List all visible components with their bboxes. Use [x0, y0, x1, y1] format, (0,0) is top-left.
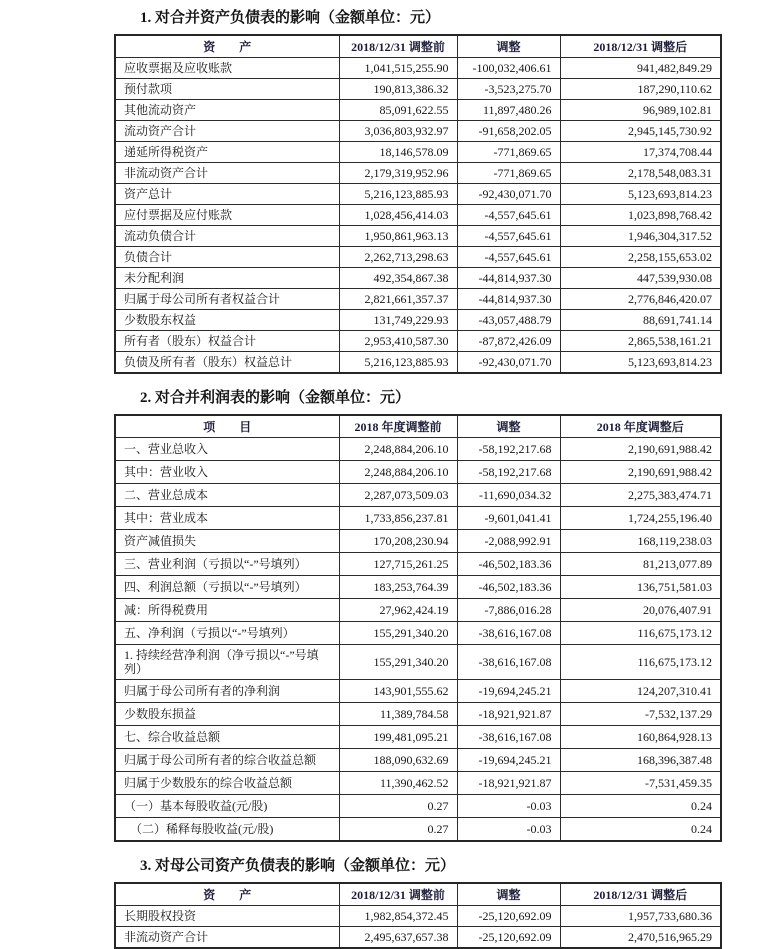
row-label: 一、营业总收入 [115, 438, 339, 461]
row-label: 减：所得税费用 [115, 599, 339, 622]
row-label: 七、综合收益总额 [115, 726, 339, 749]
table-row [115, 352, 721, 374]
table-row [115, 645, 721, 680]
value-cell: -4,557,645.61 [457, 247, 560, 268]
row-label: 递延所得税资产 [115, 142, 339, 163]
value-cell: -7,532,137.29 [560, 703, 721, 726]
consolidated-income-statement-table [114, 414, 722, 842]
value-cell: 131,749,229.93 [339, 310, 457, 331]
value-cell: 5,216,123,885.93 [339, 184, 457, 205]
value-cell: 11,390,462.52 [339, 772, 457, 795]
column-header: 调整 [457, 415, 560, 438]
value-cell: 447,539,930.08 [560, 268, 721, 289]
value-cell: 155,291,340.20 [339, 622, 457, 645]
value-cell: 1,950,861,963.13 [339, 226, 457, 247]
value-cell: 1,028,456,414.03 [339, 205, 457, 226]
table-row [115, 331, 721, 352]
value-cell: -38,616,167.08 [457, 645, 560, 680]
section-title: 3. 对母公司资产负债表的影响（金额单位：元） [140, 858, 456, 874]
value-cell: 3,036,803,932.97 [339, 121, 457, 142]
value-cell: 143,901,555.62 [339, 680, 457, 703]
parent-balance-sheet-table [114, 882, 722, 949]
value-cell: 188,090,632.69 [339, 749, 457, 772]
section-title: 1. 对合并资产负债表的影响（金额单位：元） [140, 10, 441, 26]
table-row [115, 100, 721, 121]
financial-report-page [0, 8, 784, 944]
value-cell: 2,287,073,509.03 [339, 484, 457, 507]
row-label: 非流动资产合计 [115, 163, 339, 184]
value-cell: -7,886,016.28 [457, 599, 560, 622]
value-cell: -92,430,071.70 [457, 184, 560, 205]
section-parent-balance-sheet [0, 856, 784, 949]
value-cell: 2,275,383,474.71 [560, 484, 721, 507]
row-label: 应收票据及应收账款 [115, 58, 339, 79]
value-cell: -46,502,183.36 [457, 576, 560, 599]
value-cell: 0.24 [560, 818, 721, 842]
table-row [115, 818, 721, 842]
table-row [115, 79, 721, 100]
value-cell: -18,921,921.87 [457, 772, 560, 795]
value-cell: 2,495,637,657.38 [339, 927, 457, 949]
row-label: （一）基本每股收益(元/股) [115, 795, 339, 818]
row-label: 其中：营业成本 [115, 507, 339, 530]
row-label: 其他流动资产 [115, 100, 339, 121]
table-row [115, 184, 721, 205]
table-row [115, 121, 721, 142]
table-row [115, 772, 721, 795]
value-cell: 2,262,713,298.63 [339, 247, 457, 268]
column-header: 资 产 [115, 35, 339, 58]
table-row [115, 530, 721, 553]
table-row [115, 576, 721, 599]
row-label: 二、营业总成本 [115, 484, 339, 507]
value-cell: 1,041,515,255.90 [339, 58, 457, 79]
value-cell: -11,690,034.32 [457, 484, 560, 507]
table-row [115, 507, 721, 530]
row-label: 未分配利润 [115, 268, 339, 289]
value-cell: -19,694,245.21 [457, 680, 560, 703]
row-label: 应付票据及应付账款 [115, 205, 339, 226]
table-row [115, 680, 721, 703]
value-cell: 199,481,095.21 [339, 726, 457, 749]
table-row [115, 438, 721, 461]
row-label: 资产减值损失 [115, 530, 339, 553]
value-cell: 0.27 [339, 818, 457, 842]
value-cell: 116,675,173.12 [560, 622, 721, 645]
value-cell: 1,957,733,680.36 [560, 906, 721, 927]
value-cell: -58,192,217.68 [457, 461, 560, 484]
value-cell: -38,616,167.08 [457, 726, 560, 749]
value-cell: 88,691,741.14 [560, 310, 721, 331]
value-cell: 2,248,884,206.10 [339, 461, 457, 484]
row-label: 所有者（股东）权益合计 [115, 331, 339, 352]
value-cell: 2,190,691,988.42 [560, 438, 721, 461]
value-cell: 941,482,849.29 [560, 58, 721, 79]
row-label: 归属于母公司所有者的净利润 [115, 680, 339, 703]
value-cell: 168,119,238.03 [560, 530, 721, 553]
value-cell: 20,076,407.91 [560, 599, 721, 622]
table-row [115, 247, 721, 268]
table-row [115, 226, 721, 247]
section-consolidated-income-statement [0, 388, 784, 842]
column-header: 资 产 [115, 883, 339, 906]
table-row [115, 599, 721, 622]
header-row [115, 35, 721, 58]
value-cell: -3,523,275.70 [457, 79, 560, 100]
table-row [115, 906, 721, 927]
column-header: 调整 [457, 883, 560, 906]
row-label: 少数股东损益 [115, 703, 339, 726]
value-cell: -2,088,992.91 [457, 530, 560, 553]
value-cell: 27,962,424.19 [339, 599, 457, 622]
value-cell: 2,179,319,952.96 [339, 163, 457, 184]
value-cell: -91,658,202.05 [457, 121, 560, 142]
value-cell: 1,023,898,768.42 [560, 205, 721, 226]
column-header: 2018/12/31 调整前 [339, 883, 457, 906]
value-cell: -25,120,692.09 [457, 927, 560, 949]
value-cell: 85,091,622.55 [339, 100, 457, 121]
row-label: 归属于母公司所有者权益合计 [115, 289, 339, 310]
column-header: 2018/12/31 调整后 [560, 35, 721, 58]
row-label: 流动负债合计 [115, 226, 339, 247]
value-cell: 11,389,784.58 [339, 703, 457, 726]
value-cell: 96,989,102.81 [560, 100, 721, 121]
value-cell: -18,921,921.87 [457, 703, 560, 726]
value-cell: 2,470,516,965.29 [560, 927, 721, 949]
value-cell: 5,123,693,814.23 [560, 352, 721, 374]
consolidated-balance-sheet-table [114, 34, 722, 374]
value-cell: 2,945,145,730.92 [560, 121, 721, 142]
value-cell: -19,694,245.21 [457, 749, 560, 772]
table-row [115, 142, 721, 163]
table-row [115, 58, 721, 79]
value-cell: 2,776,846,420.07 [560, 289, 721, 310]
row-label: 五、净利润（亏损以“-”号填列） [115, 622, 339, 645]
value-cell: 160,864,928.13 [560, 726, 721, 749]
row-label: 负债及所有者（股东）权益总计 [115, 352, 339, 374]
value-cell: 2,258,155,653.02 [560, 247, 721, 268]
value-cell: 0.27 [339, 795, 457, 818]
row-label: 四、利润总额（亏损以“-”号填列） [115, 576, 339, 599]
value-cell: 116,675,173.12 [560, 645, 721, 680]
column-header: 2018 年度调整后 [560, 415, 721, 438]
value-cell: 136,751,581.03 [560, 576, 721, 599]
column-header: 2018 年度调整前 [339, 415, 457, 438]
column-header: 调整 [457, 35, 560, 58]
column-header: 2018/12/31 调整前 [339, 35, 457, 58]
value-cell: 1,733,856,237.81 [339, 507, 457, 530]
table-row [115, 927, 721, 949]
value-cell: -44,814,937.30 [457, 268, 560, 289]
row-label: 预付款项 [115, 79, 339, 100]
table-row [115, 795, 721, 818]
value-cell: 0.24 [560, 795, 721, 818]
row-label: 资产总计 [115, 184, 339, 205]
table-row [115, 310, 721, 331]
table-row [115, 703, 721, 726]
value-cell: -44,814,937.30 [457, 289, 560, 310]
table-row [115, 484, 721, 507]
row-label: 少数股东权益 [115, 310, 339, 331]
value-cell: 170,208,230.94 [339, 530, 457, 553]
value-cell: -38,616,167.08 [457, 622, 560, 645]
table-row [115, 726, 721, 749]
value-cell: 11,897,480.26 [457, 100, 560, 121]
header-row [115, 415, 721, 438]
value-cell: -87,872,426.09 [457, 331, 560, 352]
value-cell: 81,213,077.89 [560, 553, 721, 576]
value-cell: -92,430,071.70 [457, 352, 560, 374]
table-row [115, 461, 721, 484]
value-cell: -100,032,406.61 [457, 58, 560, 79]
row-label: 流动资产合计 [115, 121, 339, 142]
row-label: （二）稀释每股收益(元/股) [115, 818, 339, 842]
row-label: 1. 持续经营净利润（净亏损以“-”号填列） [115, 645, 339, 680]
value-cell: 2,821,661,357.37 [339, 289, 457, 310]
value-cell: 190,813,386.32 [339, 79, 457, 100]
value-cell: 17,374,708.44 [560, 142, 721, 163]
row-label: 负债合计 [115, 247, 339, 268]
table-row [115, 163, 721, 184]
value-cell: 1,946,304,317.52 [560, 226, 721, 247]
row-label: 非流动资产合计 [115, 927, 339, 949]
column-header: 2018/12/31 调整后 [560, 883, 721, 906]
value-cell: 2,248,884,206.10 [339, 438, 457, 461]
value-cell: 2,178,548,083.31 [560, 163, 721, 184]
value-cell: 5,123,693,814.23 [560, 184, 721, 205]
value-cell: 127,715,261.25 [339, 553, 457, 576]
value-cell: -43,057,488.79 [457, 310, 560, 331]
header-row [115, 883, 721, 906]
table-row [115, 205, 721, 226]
row-label: 三、营业利润（亏损以“-”号填列） [115, 553, 339, 576]
value-cell: 2,190,691,988.42 [560, 461, 721, 484]
row-label: 其中：营业收入 [115, 461, 339, 484]
table-row [115, 749, 721, 772]
value-cell: 1,982,854,372.45 [339, 906, 457, 927]
value-cell: 5,216,123,885.93 [339, 352, 457, 374]
value-cell: -0.03 [457, 818, 560, 842]
value-cell: -4,557,645.61 [457, 226, 560, 247]
value-cell: 492,354,867.38 [339, 268, 457, 289]
value-cell: 2,865,538,161.21 [560, 331, 721, 352]
value-cell: 155,291,340.20 [339, 645, 457, 680]
table-row [115, 622, 721, 645]
value-cell: -7,531,459.35 [560, 772, 721, 795]
table-row [115, 553, 721, 576]
value-cell: 18,146,578.09 [339, 142, 457, 163]
value-cell: 124,207,310.41 [560, 680, 721, 703]
value-cell: -4,557,645.61 [457, 205, 560, 226]
value-cell: 2,953,410,587.30 [339, 331, 457, 352]
value-cell: 1,724,255,196.40 [560, 507, 721, 530]
value-cell: 187,290,110.62 [560, 79, 721, 100]
section-consolidated-balance-sheet [0, 8, 784, 374]
value-cell: -0.03 [457, 795, 560, 818]
value-cell: 183,253,764.39 [339, 576, 457, 599]
table-row [115, 268, 721, 289]
section-title: 2. 对合并利润表的影响（金额单位：元） [140, 390, 411, 406]
row-label: 归属于母公司所有者的综合收益总额 [115, 749, 339, 772]
value-cell: -46,502,183.36 [457, 553, 560, 576]
value-cell: -58,192,217.68 [457, 438, 560, 461]
row-label: 归属于少数股东的综合收益总额 [115, 772, 339, 795]
value-cell: -771,869.65 [457, 163, 560, 184]
column-header: 项 目 [115, 415, 339, 438]
row-label: 长期股权投资 [115, 906, 339, 927]
value-cell: -771,869.65 [457, 142, 560, 163]
table-row [115, 289, 721, 310]
value-cell: -9,601,041.41 [457, 507, 560, 530]
value-cell: -25,120,692.09 [457, 906, 560, 927]
value-cell: 168,396,387.48 [560, 749, 721, 772]
